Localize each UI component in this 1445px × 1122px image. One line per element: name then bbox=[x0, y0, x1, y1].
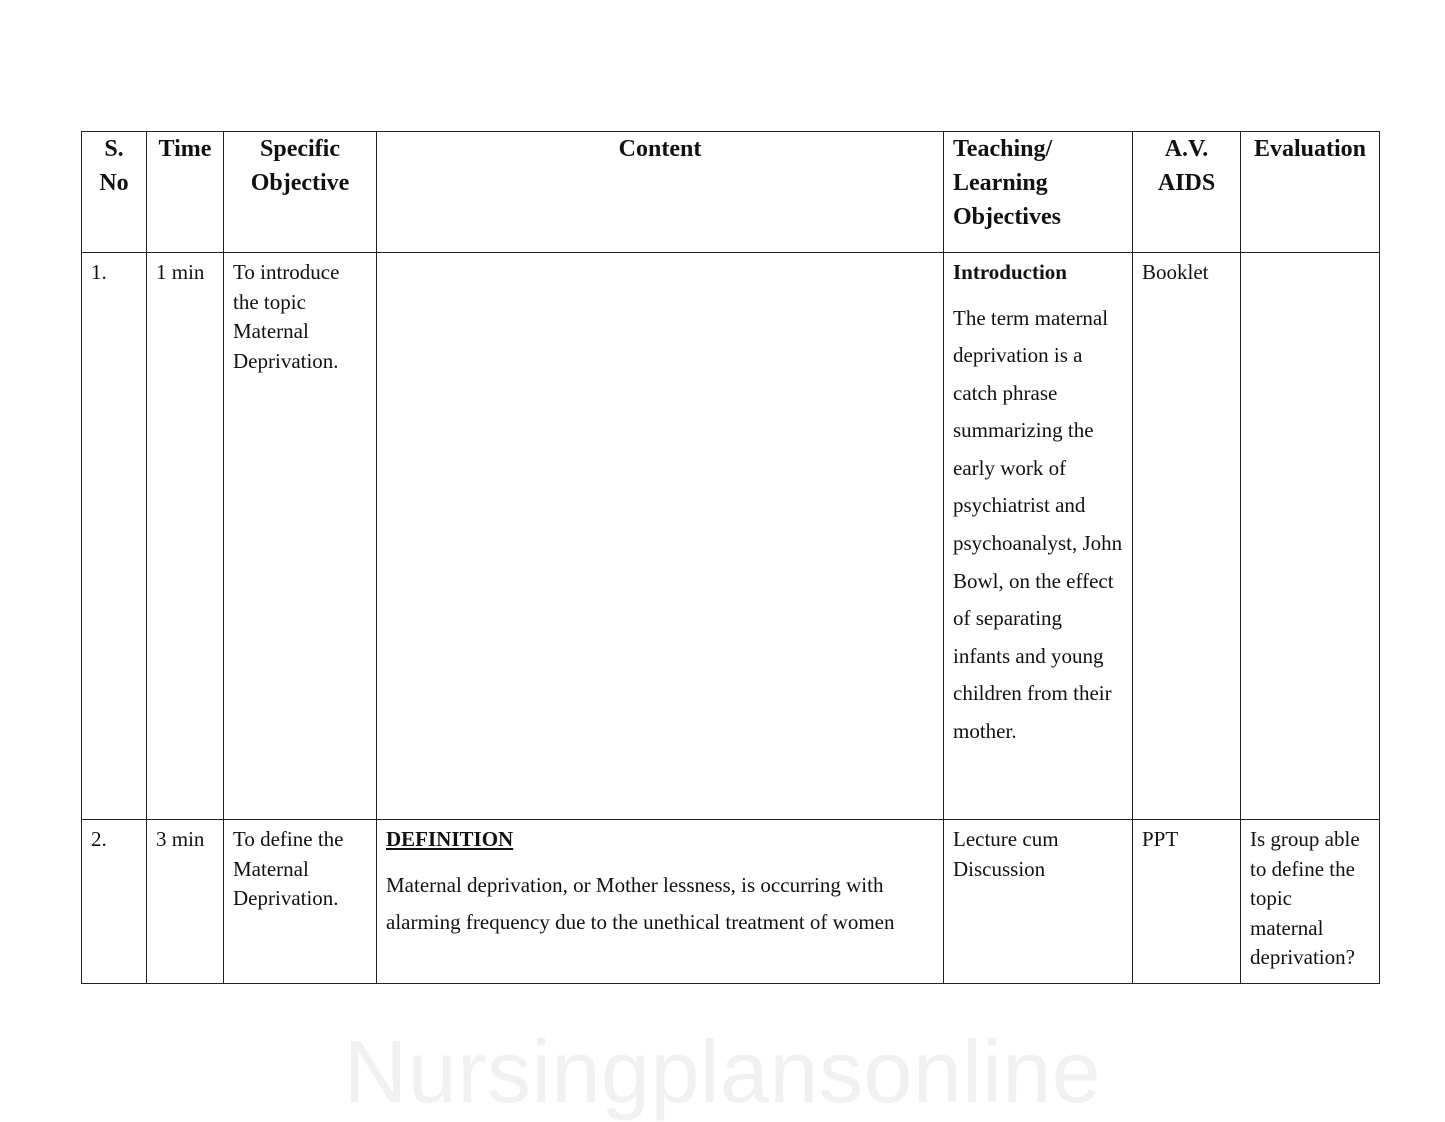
header-time: Time bbox=[147, 132, 224, 253]
cell-evaluation: Is group able to define the topic maternal deprivation? bbox=[1241, 820, 1380, 984]
lesson-plan-table bbox=[81, 131, 1380, 984]
cell-teaching bbox=[944, 253, 1133, 820]
header-av-aids: A.V. AIDS bbox=[1133, 132, 1241, 253]
cell-av-aids: Booklet bbox=[1133, 253, 1241, 820]
content-heading: DEFINITION bbox=[386, 827, 514, 851]
cell-sno: 1. bbox=[82, 253, 147, 820]
cell-evaluation bbox=[1241, 253, 1380, 820]
teaching-text: The term maternal deprivation is a catch phrase summarizing the early work of psychiatrist and psychoanalyst, John Bowl, on the effect of separating infants and young children from their mother. bbox=[953, 305, 1123, 744]
header-row bbox=[82, 132, 1380, 253]
header-evaluation: Evaluation bbox=[1241, 132, 1380, 253]
cell-av-aids: PPT bbox=[1133, 820, 1241, 984]
watermark: Nursingplansonline bbox=[343, 1022, 1102, 1121]
cell-objective: To define the Maternal Deprivation. bbox=[224, 820, 377, 984]
table-row bbox=[82, 820, 1380, 984]
header-content: Content bbox=[377, 132, 944, 253]
header-teaching-learning-objectives: Teaching/ Learning Objectives bbox=[944, 132, 1133, 253]
cell-time: 3 min bbox=[147, 820, 224, 984]
cell-sno: 2. bbox=[82, 820, 147, 984]
cell-teaching: Lecture cum Discussion bbox=[944, 820, 1133, 984]
header-sno: S. No bbox=[82, 132, 147, 253]
content-text: Maternal deprivation, or Mother lessness, is occurring with alarming frequency due to the unethical treatment of women bbox=[386, 872, 895, 935]
cell-objective: To introduce the topic Maternal Deprivation. bbox=[224, 253, 377, 820]
header-specific-objective: Specific Objective bbox=[224, 132, 377, 253]
table-row bbox=[82, 253, 1380, 820]
cell-content bbox=[377, 820, 944, 984]
cell-time: 1 min bbox=[147, 253, 224, 820]
cell-content bbox=[377, 253, 944, 820]
teaching-heading: Introduction bbox=[953, 260, 1067, 284]
